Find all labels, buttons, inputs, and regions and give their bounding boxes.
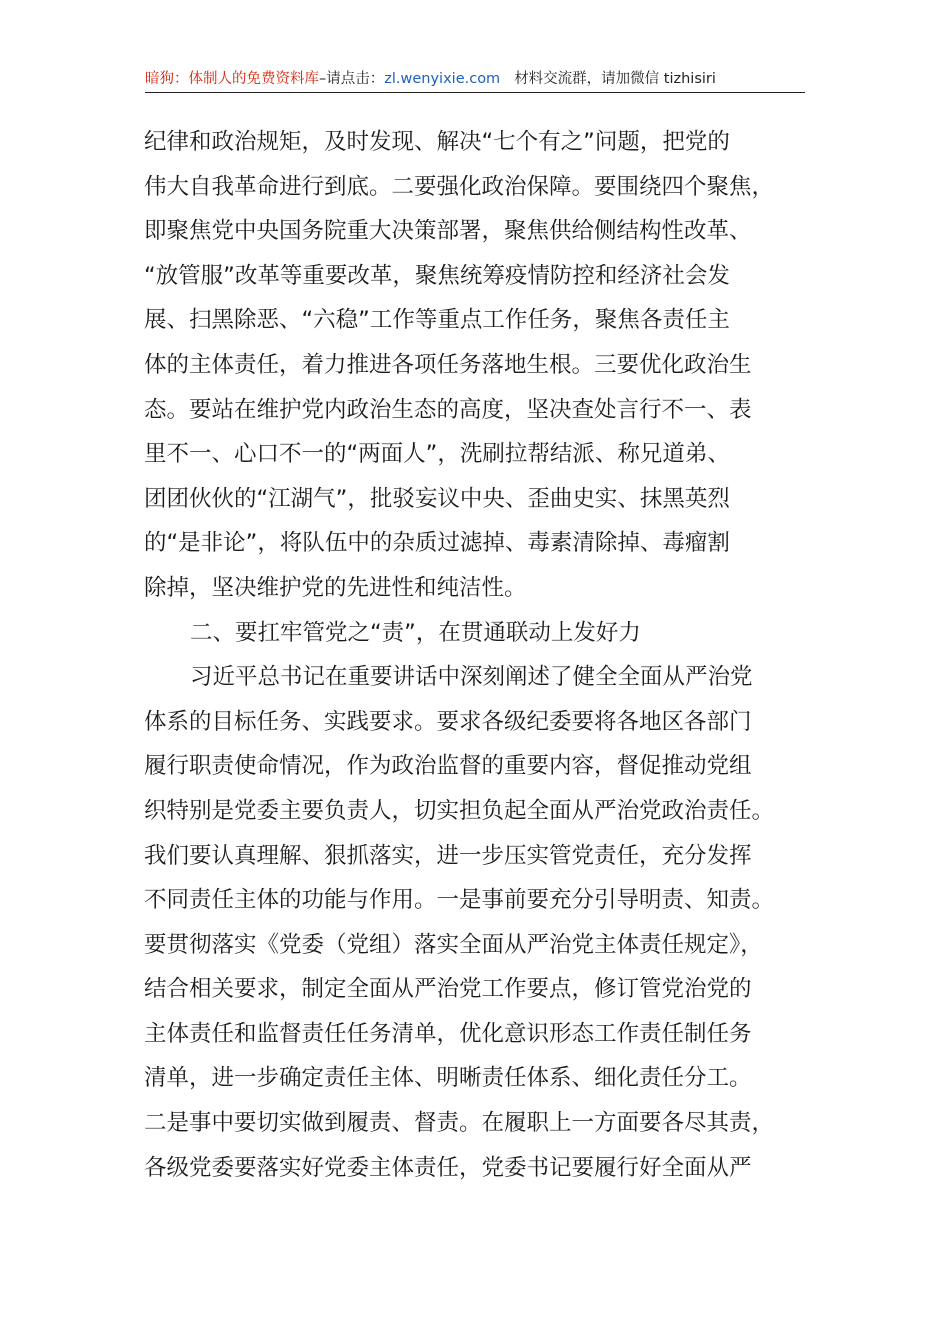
section-heading: 二、要扛牢管党之“责”，在贯通联动上发好力 bbox=[190, 619, 641, 646]
text-line: 结合相关要求，制定全面从严治党工作要点，修订管党治党的 bbox=[144, 976, 752, 1003]
text-line: 即聚焦党中央国务院重大决策部署，聚焦供给侧结构性改革、 bbox=[144, 218, 752, 245]
text-line: 织特别是党委主要负责人，切实担负起全面从严治党政治责任。 bbox=[144, 797, 775, 824]
text-line: 主体责任和监督责任任务清单，优化意识形态工作责任制任务 bbox=[144, 1020, 752, 1047]
text-line: 除掉，坚决维护党的先进性和纯洁性。 bbox=[144, 574, 527, 601]
text-line: 我们要认真理解、狠抓落实，进一步压实管党责任，充分发挥 bbox=[144, 842, 752, 869]
text-line: “放管服”改革等重要改革，聚焦统筹疫情防控和经济社会发 bbox=[144, 262, 730, 289]
text-line: 习近平总书记在重要讲话中深刻阐述了健全全面从严治党 bbox=[190, 664, 753, 691]
text-line: 体系的目标任务、实践要求。要求各级纪委要将各地区各部门 bbox=[144, 708, 752, 735]
text-line: 不同责任主体的功能与作用。一是事前要充分引导明责、知责。 bbox=[144, 887, 775, 914]
text-line: 的“是非论”，将队伍中的杂质过滤掉、毒素清除掉、毒瘤割 bbox=[144, 530, 730, 557]
header-url-link[interactable]: zl.wenyixie.com bbox=[384, 71, 501, 87]
text-line: 纪律和政治规矩，及时发现、解决“七个有之”问题，把党的 bbox=[144, 129, 730, 155]
header-click-prefix: –请点击： bbox=[319, 71, 385, 87]
header-brand: 暗狗：体制人的免费资料库 bbox=[145, 71, 319, 87]
text-line: 里不一、心口不一的“两面人”，洗刷拉帮结派、称兄道弟、 bbox=[144, 441, 730, 468]
text-line: 体的主体责任，着力推进各项任务落地生根。三要优化政治生 bbox=[144, 351, 752, 378]
text-line: 伟大自我革命进行到底。二要强化政治保障。要围绕四个聚焦， bbox=[144, 173, 775, 200]
text-line: 各级党委要落实好党委主体责任，党委书记要履行好全面从严 bbox=[144, 1154, 752, 1181]
text-line: 展、扫黑除恶、“六稳”工作等重点工作任务，聚焦各责任主 bbox=[144, 307, 730, 334]
text-line: 清单，进一步确定责任主体、明晰责任体系、细化责任分工。 bbox=[144, 1065, 752, 1092]
page-header bbox=[145, 66, 805, 93]
text-line: 履行职责使命情况，作为政治监督的重要内容，督促推动党组 bbox=[144, 753, 752, 780]
text-line: 团团伙伙的“江湖气”，批驳妄议中央、歪曲史实、抹黑英烈 bbox=[144, 485, 730, 512]
text-line: 要贯彻落实《党委（党组）落实全面从严治党主体责任规定》， bbox=[144, 931, 763, 958]
text-line: 态。要站在维护党内政治生态的高度，坚决查处言行不一、表 bbox=[144, 396, 752, 423]
document-body bbox=[144, 120, 824, 1190]
text-line: 二是事中要切实做到履责、督责。在履职上一方面要各尽其责， bbox=[144, 1110, 775, 1137]
header-contact: 材料交流群，请加微信 tizhisiri bbox=[514, 71, 716, 87]
